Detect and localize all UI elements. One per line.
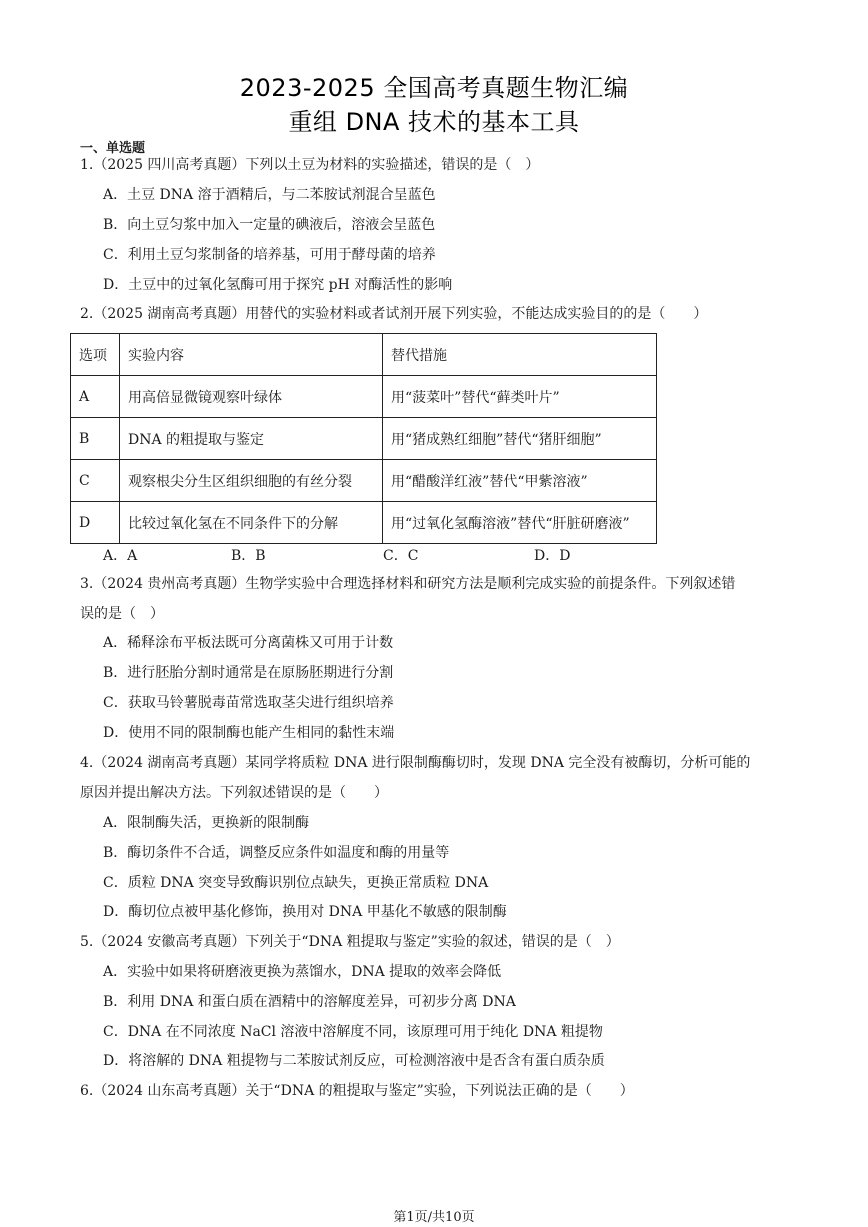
- table-row: [71, 460, 657, 502]
- table-header-cell: 替代措施: [383, 334, 657, 376]
- question-5-option-c: C．DNA 在不同浓度 NaCl 溶液中溶解度不同，该原理可用于纯化 DNA 粗提物: [103, 1024, 603, 1040]
- table-cell: 用“过氧化氢酶溶液”替代“肝脏研磨液”: [383, 502, 657, 544]
- table-cell: B: [71, 418, 120, 460]
- table-cell: A: [71, 376, 120, 418]
- question-5-option-d: D．将溶解的 DNA 粗提物与二苯胺试剂反应，可检测溶液中是否含有蛋白质杂质: [103, 1053, 605, 1069]
- table-cell: 比较过氧化氢在不同条件下的分解: [120, 502, 383, 544]
- section-heading: 一、单选题: [80, 141, 146, 156]
- question-2-answer-b: B．B: [231, 548, 266, 564]
- question-5-stem: 5.（2024 安徽高考真题）下列关于“DNA 粗提取与鉴定”实验的叙述，错误的是（ ）: [80, 934, 620, 950]
- title-line-2: 重组 DNA 技术的基本工具: [288, 108, 580, 136]
- question-1-option-b: B．向土豆匀浆中加入一定量的碘液后，溶液会呈蓝色: [103, 217, 436, 233]
- question-1-stem: 1.（2025 四川高考真题）下列以土豆为材料的实验描述，错误的是（ ）: [80, 157, 540, 173]
- question-2-answer-d: D．D: [534, 548, 571, 564]
- question-4-option-d: D．酶切位点被甲基化修饰，换用对 DNA 甲基化不敏感的限制酶: [103, 904, 507, 920]
- question-3-option-b: B．进行胚胎分割时通常是在原肠胚期进行分割: [103, 665, 394, 681]
- table-row: [71, 418, 657, 460]
- question-1-option-c: C．利用土豆匀浆制备的培养基，可用于酵母菌的培养: [103, 247, 436, 263]
- question-4-option-b: B．酶切条件不合适，调整反应条件如温度和酶的用量等: [103, 845, 450, 861]
- table-cell: C: [71, 460, 120, 502]
- question-5-option-a: A．实验中如果将研磨液更换为蒸馏水，DNA 提取的效率会降低: [103, 964, 502, 980]
- question-5-option-b: B．利用 DNA 和蛋白质在酒精中的溶解度差异，可初步分离 DNA: [103, 994, 516, 1010]
- question-3-option-d: D．使用不同的限制酶也能产生相同的黏性末端: [103, 725, 395, 741]
- question-3-stem-line-2: 误的是（ ）: [80, 606, 164, 622]
- question-4-option-c: C．质粒 DNA 突变导致酶识别位点缺失，更换正常质粒 DNA: [103, 875, 489, 891]
- table-cell: 用“猪成熟红细胞”替代“猪肝细胞”: [383, 418, 657, 460]
- table-cell: D: [71, 502, 120, 544]
- table-cell: DNA 的粗提取与鉴定: [120, 418, 383, 460]
- table-row: [71, 502, 657, 544]
- question-6-stem: 6.（2024 山东高考真题）关于“DNA 的粗提取与鉴定”实验，下列说法正确的是（ ）: [80, 1083, 634, 1099]
- question-1-option-d: D．土豆中的过氧化氢酶可用于探究 pH 对酶活性的影响: [103, 277, 453, 293]
- table-header-cell: 选项: [71, 334, 120, 376]
- question-2-table: [70, 333, 657, 544]
- question-3-stem-line-1: 3.（2024 贵州高考真题）生物学实验中合理选择材料和研究方法是顺利完成实验的前提条件。下列叙述错: [80, 576, 736, 592]
- question-3-option-c: C．获取马铃薯脱毒苗常选取茎尖进行组织培养: [103, 695, 394, 711]
- table-cell: 观察根尖分生区组织细胞的有丝分裂: [120, 460, 383, 502]
- table-row: [71, 376, 657, 418]
- question-2-answer-a: A．A: [103, 548, 138, 564]
- question-4-stem-line-2: 原因并提出解决方法。下列叙述错误的是（ ）: [80, 785, 388, 801]
- table-cell: 用“菠菜叶”替代“藓类叶片”: [383, 376, 657, 418]
- page-number: 第1页/共10页: [393, 1210, 475, 1225]
- table-cell: 用高倍显微镜观察叶绿体: [120, 376, 383, 418]
- question-2-stem: 2.（2025 湖南高考真题）用替代的实验材料或者试剂开展下列实验，不能达成实验目的的是（ ）: [80, 306, 708, 322]
- question-3-option-a: A．稀释涂布平板法既可分离菌株又可用于计数: [103, 635, 394, 651]
- title-line-1: 2023-2025 全国高考真题生物汇编: [239, 74, 629, 102]
- table-header-row: [71, 334, 657, 376]
- table-header-cell: 实验内容: [120, 334, 383, 376]
- table-cell: 用“醋酸洋红液”替代“甲紫溶液”: [383, 460, 657, 502]
- question-4-stem-line-1: 4.（2024 湖南高考真题）某同学将质粒 DNA 进行限制酶酶切时，发现 DNA 完全没有被酶切，分析可能的: [80, 755, 751, 771]
- question-1-option-a: A．土豆 DNA 溶于酒精后，与二苯胺试剂混合呈蓝色: [103, 187, 436, 203]
- question-4-option-a: A．限制酶失活，更换新的限制酶: [103, 815, 310, 831]
- question-2-answer-c: C．C: [383, 548, 419, 564]
